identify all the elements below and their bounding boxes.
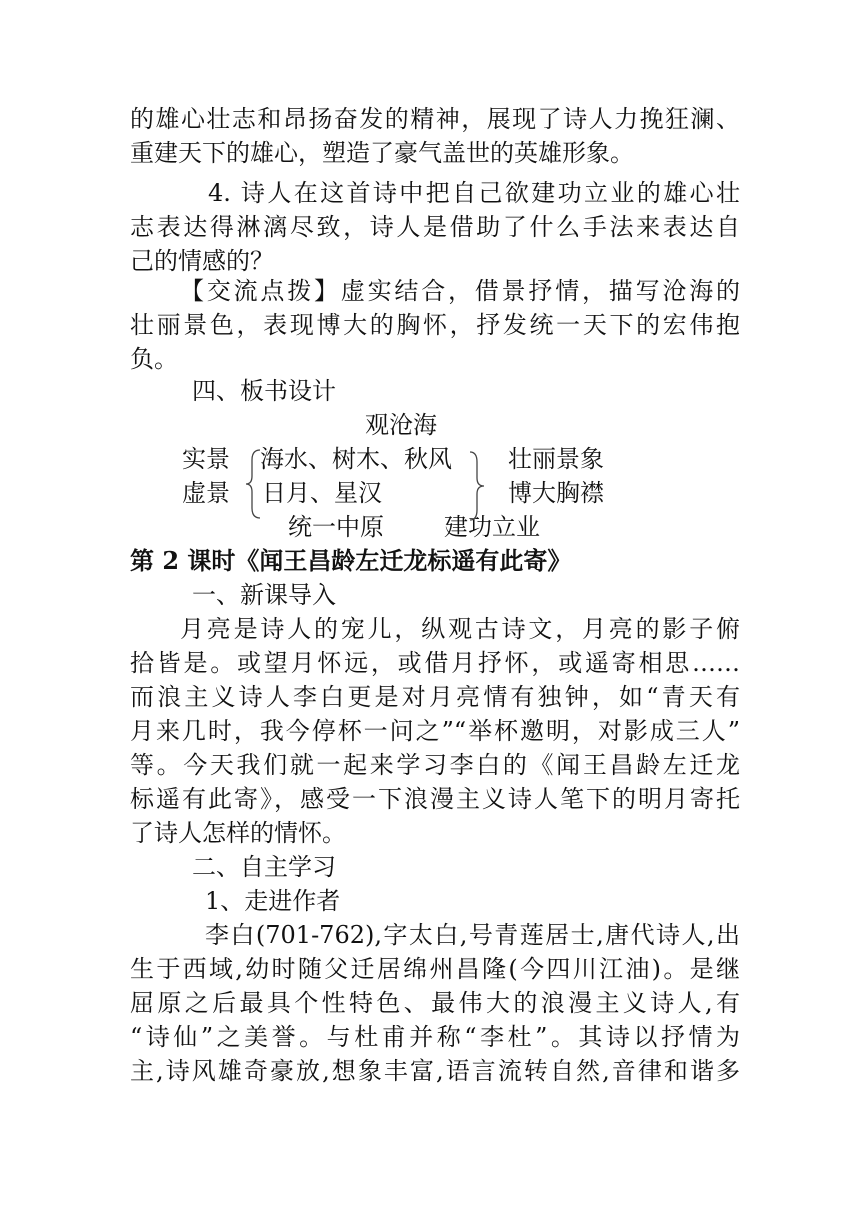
- board-bottom-right: 建功立业: [444, 513, 540, 541]
- section-heading: 四、板书设计: [192, 377, 336, 405]
- left-brace-icon: [245, 448, 265, 520]
- intro-line: 了诗人怎样的情怀。: [130, 819, 346, 847]
- author-line: 生于西域,幼时随父迁居绵州昌隆(今四川江油)。是继: [130, 955, 740, 983]
- question-4-line: 己的情感的？: [130, 247, 274, 275]
- board-virtual-items: 日月、星汉: [262, 479, 382, 507]
- sub-heading: 1、走进作者: [205, 887, 341, 915]
- intro-line: 标遥有此寄》，感受一下浪漫主义诗人笔下的明月寄托: [130, 785, 740, 813]
- intro-line: 月亮是诗人的宠儿，纵观古诗文，月亮的影子俯: [180, 615, 740, 643]
- paragraph-line: 重建天下的雄心，塑造了豪气盖世的英雄形象。: [130, 139, 634, 167]
- intro-line: 而浪主义诗人李白更是对月亮情有独钟，如“青天有: [130, 683, 740, 711]
- author-line: 主,诗风雄奇豪放,想象丰富,语言流转自然,音律和谐多: [130, 1057, 740, 1085]
- paragraph-line: 的雄心壮志和昂扬奋发的精神，展现了诗人力挽狂澜、: [130, 105, 740, 133]
- lesson-title: 第 2 课时《闻王昌龄左迁龙标遥有此寄》: [130, 546, 572, 575]
- board-virtual-label: 虚景: [182, 479, 230, 507]
- section-heading: 一、新课导入: [192, 581, 336, 609]
- author-line: 屈原之后最具个性特色、最伟大的浪漫主义诗人,有: [130, 989, 740, 1017]
- section-heading: 二、自主学习: [192, 853, 336, 881]
- answer-line: 壮丽景色，表现博大的胸怀，抒发统一天下的宏伟抱: [130, 311, 740, 339]
- question-4-line: 4. 诗人在这首诗中把自己欲建功立业的雄心壮: [208, 179, 740, 207]
- intro-line: 拾皆是。或望月怀远，或借月抒怀，或遥寄相思……: [130, 649, 740, 677]
- board-result-1: 壮丽景象: [508, 445, 604, 473]
- intro-line: 等。今天我们就一起来学习李白的《闻王昌龄左迁龙: [130, 751, 740, 779]
- board-result-2: 博大胸襟: [508, 479, 604, 507]
- right-brace-icon: [468, 450, 488, 522]
- author-line: “诗仙”之美誉。与杜甫并称“李杜”。其诗以抒情为: [130, 1023, 740, 1051]
- answer-line: 负。: [130, 345, 178, 373]
- question-4-line: 志表达得淋漓尽致，诗人是借助了什么手法来表达自: [130, 213, 740, 241]
- board-title: 观沧海: [365, 411, 437, 439]
- board-bottom-left: 统一中原: [288, 513, 384, 541]
- intro-line: 月来几时，我今停杯一问之”“举杯邀明，对影成三人”: [130, 717, 740, 745]
- board-real-label: 实景: [182, 445, 230, 473]
- answer-line: 【交流点拨】虚实结合，借景抒情，描写沧海的: [180, 277, 740, 305]
- board-real-items: 海水、树木、秋风: [260, 445, 452, 473]
- author-line: 李白(701-762),字太白,号青莲居士,唐代诗人,出: [205, 921, 740, 949]
